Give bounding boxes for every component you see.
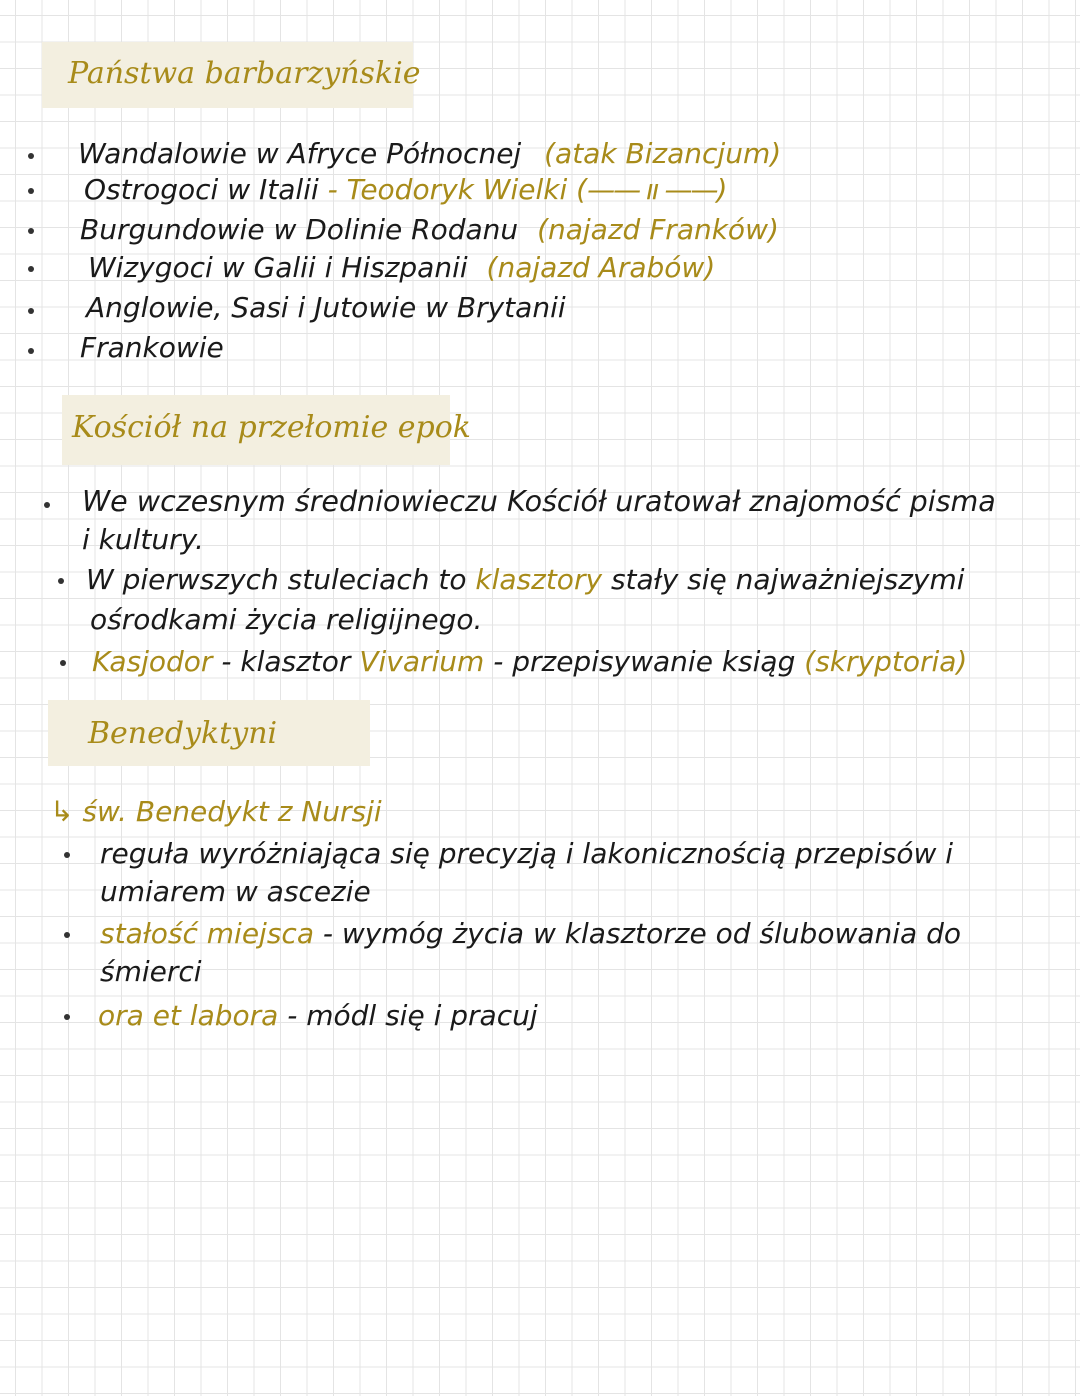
arrow-line: [50, 795, 382, 828]
text: - klasztor: [221, 645, 351, 678]
bullet: [44, 502, 50, 508]
text: - módl się i pracuj: [287, 999, 538, 1032]
list-item: [78, 137, 782, 170]
list-item: [84, 173, 726, 206]
paragraph-line: reguła wyróżniająca się precyzją i lakonicznością przepisów i: [100, 837, 954, 870]
bullet: [64, 1014, 70, 1020]
paragraph-line: [100, 917, 961, 950]
item-text: Ostrogoci w Italii: [84, 173, 319, 206]
item-sep: -: [318, 173, 347, 206]
bullet: [64, 852, 70, 858]
list-item: [88, 251, 716, 284]
section-title-barbarian-states: Państwa barbarzyńskie: [68, 56, 421, 91]
section-title-benedictines: Benedyktyni: [88, 716, 278, 751]
paragraph-line: [98, 999, 538, 1032]
highlight-term: klasztory: [475, 563, 603, 596]
paragraph-line: umiarem w ascezie: [100, 875, 371, 908]
section-title-church: Kościół na przełomie epok: [72, 410, 471, 445]
item-note: (najazd Franków): [537, 213, 779, 246]
text: stały się najważniejszymi: [610, 563, 965, 596]
list-item: [80, 213, 779, 246]
bullet: [64, 932, 70, 938]
bullet: [28, 266, 34, 272]
bullet: [28, 308, 34, 314]
item-note: Teodoryk Wielki (: [346, 173, 588, 206]
item-text: Frankowie: [80, 331, 224, 364]
bullet: [28, 188, 34, 194]
ditto-mark: —— ıı ——): [587, 173, 726, 206]
text: W pierwszych stuleciach to: [86, 563, 467, 596]
highlight-term: Vivarium: [359, 645, 485, 678]
paragraph-line: i kultury.: [82, 523, 204, 556]
bullet: [28, 348, 34, 354]
list-item: [86, 291, 566, 324]
arrow-text: ↳ św. Benedykt z Nursji: [50, 795, 382, 828]
highlight-term: stałość miejsca: [100, 917, 314, 950]
highlight-term: Kasjodor: [92, 645, 213, 678]
highlight-term: (skryptoria): [804, 645, 968, 678]
paragraph-line: We wczesnym średniowieczu Kościół uratował znajomość pisma: [82, 485, 996, 518]
paragraph-line: śmierci: [100, 955, 202, 988]
bullet: [58, 578, 64, 584]
item-text: Wizygoci w Galii i Hiszpanii: [88, 251, 468, 284]
bullet: [28, 228, 34, 234]
bullet: [28, 153, 34, 159]
highlight-term: ora et labora: [98, 999, 279, 1032]
item-note: (atak Bizancjum): [544, 137, 782, 170]
item-text: Burgundowie w Dolinie Rodanu: [80, 213, 519, 246]
paragraph-line: [92, 645, 968, 678]
item-note: (najazd Arabów): [486, 251, 716, 284]
text: - wymóg życia w klasztorze od ślubowania do: [322, 917, 961, 950]
text: - przepisywanie ksiąg: [493, 645, 796, 678]
list-item: [80, 331, 224, 364]
item-text: Wandalowie w Afryce Północnej: [78, 137, 522, 170]
paragraph-line: [86, 563, 965, 596]
item-text: Anglowie, Sasi i Jutowie w Brytanii: [86, 291, 566, 324]
paragraph-line: ośrodkami życia religijnego.: [90, 603, 483, 636]
bullet: [60, 660, 66, 666]
